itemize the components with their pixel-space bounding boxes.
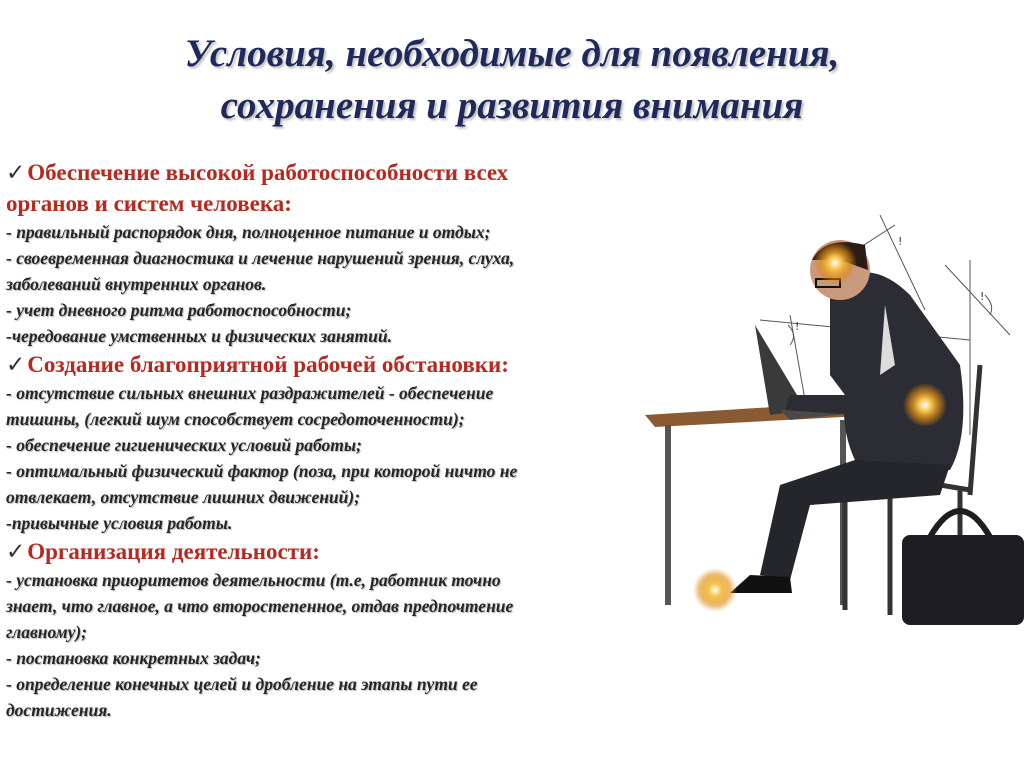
- slide-title: [40, 28, 984, 132]
- bag-shape: [902, 511, 1024, 625]
- section-heading-health-cont: органов и систем человека:: [6, 191, 292, 216]
- list-item: достижения.: [6, 700, 112, 720]
- glow-marker: [903, 383, 947, 427]
- warning-mark: !: [898, 235, 903, 248]
- section-heading-health: [6, 157, 686, 188]
- list-item: главному);: [6, 622, 87, 642]
- list-item: отвлекает, отсутствие лишних движений);: [6, 487, 361, 507]
- list-item: знает, что главное, а что второстепенное, отдав предпочтение: [6, 596, 514, 616]
- heading-text: Создание благоприятной рабочей обстановки:: [27, 352, 509, 377]
- glow-marker: [813, 241, 857, 285]
- list-item: - своевременная диагностика и лечение нарушений зрения, слуха,: [6, 248, 515, 268]
- list-item: -привычные условия работы.: [6, 513, 233, 533]
- glow-marker: [693, 568, 737, 612]
- list-item: - правильный распорядок дня, полноценное питание и отдых;: [6, 222, 491, 242]
- check-mark-icon: ✓: [6, 352, 26, 377]
- warning-mark: !: [980, 290, 985, 303]
- list-item: -чередование умственных и физических занятий.: [6, 326, 393, 346]
- check-mark-icon: ✓: [6, 539, 26, 564]
- title-line-2: сохранения и развития внимания: [220, 84, 804, 127]
- list-item: - установка приоритетов деятельности (т.е, работник точно: [6, 570, 501, 590]
- section-heading-environment: [6, 349, 686, 380]
- content-list: [6, 157, 686, 723]
- list-item: - обеспечение гигиенических условий работы;: [6, 435, 362, 455]
- heading-text: Организация деятельности:: [27, 539, 320, 564]
- list-item: - учет дневного ритма работоспособности;: [6, 300, 352, 320]
- list-item: заболеваний внутренних органов.: [6, 274, 267, 294]
- title-line-1: Условия, необходимые для появления,: [184, 32, 840, 75]
- list-item: тишины, (легкий шум способствует сосредоточенности);: [6, 409, 465, 429]
- check-mark-icon: ✓: [6, 160, 26, 185]
- man-at-laptop-illustration: [640, 215, 1024, 645]
- list-item: - определение конечных целей и дробление на этапы пути ее: [6, 674, 478, 694]
- list-item: - оптимальный физический фактор (поза, при которой ничто не: [6, 461, 518, 481]
- section-heading-activity: [6, 536, 686, 567]
- heading-text: Обеспечение высокой работоспособности всех: [27, 160, 509, 185]
- list-item: - постановка конкретных задач;: [6, 648, 261, 668]
- warning-mark: !: [795, 320, 800, 333]
- list-item: - отсутствие сильных внешних раздражителей - обеспечение: [6, 383, 494, 403]
